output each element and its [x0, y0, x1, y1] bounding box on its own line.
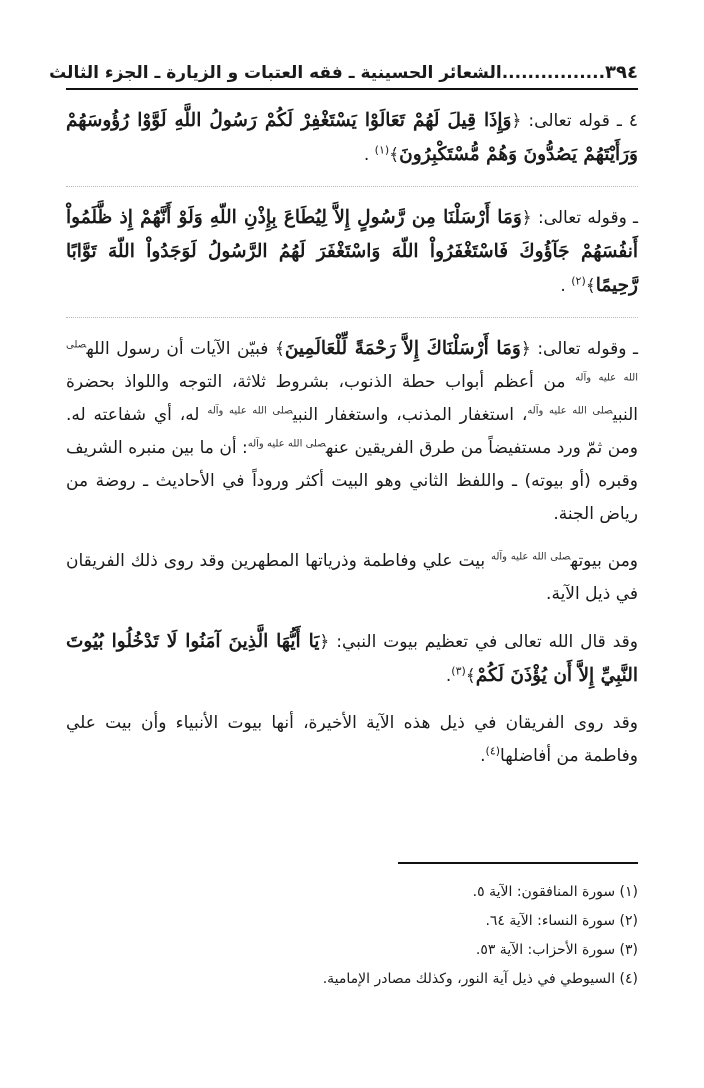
salutation-mark: صلى الله عليه وآله	[247, 438, 326, 450]
verse-open-bracket: ﴿	[521, 208, 532, 228]
quran-verse: يَا أَيُّهَا الَّذِينَ آمَنُوا لَا تَدْخُلُوا بُيُوتَ النَّبِيِّ إِلاَّ أَن يُؤْذَنَ لَكُمْ	[66, 631, 638, 686]
footnote-4: (٤) السيوطي في ذيل آية النور، وكذلك مصادر الإمامية.	[322, 971, 638, 987]
paragraph-lead: ـ وقوله تعالى:	[531, 208, 638, 228]
footnote-ref[interactable]: (٢)	[571, 274, 586, 288]
paragraph-text: ، استغفار المذنب، واستغفار النبي	[292, 405, 528, 425]
paragraph-tail: .	[480, 746, 486, 766]
salutation-mark: صلى الله عليه وآله	[207, 405, 293, 417]
quran-verse: وَمَا أَرْسَلْنَا مِن رَّسُولٍ إِلاَّ لِيُطَاعَ بِإِذْنِ اللّهِ وَلَوْ أَنَّهُمْ إِذ ظَّلَمُواْ أَنفُسَهُمْ جَآؤُوكَ فَاسْتَغْفَرُواْ اللّهَ وَاسْتَغْفَرَ لَهُمُ الرَّسُولُ لَوَجَدُواْ اللّهَ تَوَّابًا رَّحِيمًا	[66, 207, 638, 296]
paragraph-text: وقد روى الفريقان في ذيل هذه الآية الأخيرة، أنها بيوت الأنبياء وأن بيت علي وفاطمة من أفاضلها	[66, 713, 638, 766]
verse-close-bracket: ﴾	[274, 339, 285, 359]
salutation-mark: صلى الله عليه وآله	[527, 405, 613, 417]
footnote-2: (٢) سورة النساء: الآية ٦٤.	[485, 913, 638, 929]
paragraph-tail: .	[363, 145, 375, 165]
footnote-1: (١) سورة المنافقون: الآية ٥.	[472, 884, 638, 900]
book-title: الشعائر الحسينية ـ فقه العتبات و الزيارة ـ الجزء الثالث	[49, 63, 502, 83]
paragraph-lead: ٤ ـ قوله تعالى:	[521, 111, 638, 131]
verse-close-bracket: ﴾	[465, 666, 476, 686]
paragraph-lead: وقد قال الله تعالى في تعظيم بيوت النبي:	[329, 632, 638, 652]
salutation-mark: صلى الله عليه وآله	[491, 551, 571, 563]
paragraph-lead: ـ وقوله تعالى:	[530, 339, 638, 359]
verse-open-bracket: ﴿	[520, 339, 531, 359]
book-page	[49, 60, 639, 1048]
footnote-ref[interactable]: (١)	[374, 143, 390, 157]
paragraph-5	[66, 625, 638, 693]
verse-open-bracket: ﴿	[511, 111, 522, 131]
footnote-3: (٣) سورة الأحزاب: الآية ٥٣.	[475, 942, 638, 958]
paragraph-6	[66, 707, 638, 773]
salutation-mark: صلى الله عليه وآله	[66, 339, 639, 384]
paragraph-text: ومن بيوته	[570, 551, 639, 571]
paragraph-text: من أعظم أبواب حطة الذنوب، بشروط ثلاثة، التوجه واللواذ بحضرة النبي	[66, 372, 638, 425]
paragraph-1	[66, 104, 638, 187]
paragraph-tail: .	[560, 276, 572, 296]
running-header-left	[49, 60, 638, 86]
footnotes	[66, 878, 638, 994]
paragraph-2	[66, 201, 638, 318]
paragraph-4	[66, 545, 638, 611]
quran-verse: وَإِذَا قِيلَ لَهُمْ تَعَالَوْا يَسْتَغْفِرْ لَكُمْ رَسُولُ اللَّهِ لَوَّوْا رُؤُوسَهُمْ وَرَأَيْتَهُمْ يَصُدُّونَ وَهُمْ مُّسْتَكْبِرُونَ	[66, 110, 638, 165]
footnote-divider	[398, 862, 638, 864]
quran-verse: وَمَا أَرْسَلْنَاكَ إِلاَّ رَحْمَةً لِّلْعَالَمِينَ	[284, 338, 521, 359]
verse-close-bracket: ﴾	[585, 276, 596, 296]
footnote-ref[interactable]: (٤)	[485, 744, 501, 758]
page-number: ٣٩٤	[605, 62, 638, 83]
header-dots: ................	[501, 63, 606, 83]
paragraph-tail: .	[445, 666, 452, 686]
paragraph-text: له، أي شفاعته له. ومن ثمّ ورد مستفيضاً من طرق الفريقين عنه	[66, 405, 638, 458]
verse-close-bracket: ﴾	[389, 145, 400, 165]
paragraph-text: : أن ما بين منبره الشريف وقبره (أو بيوته) ـ واللفظ الثاني وهو البيت أكثر وروداً في الأحاديث ـ روضة من رياض الجنة.	[66, 438, 638, 524]
verse-open-bracket: ﴿	[319, 632, 330, 652]
paragraph-3	[66, 332, 638, 531]
paragraph-text: فبيّن الآيات أن رسول الله	[86, 339, 275, 359]
running-header	[49, 60, 638, 90]
paragraph-text: بيت علي وفاطمة وذرياتها المطهرين وقد روى ذلك الفريقان في ذيل الآية.	[66, 551, 638, 604]
footnote-ref[interactable]: (٣)	[451, 664, 466, 678]
